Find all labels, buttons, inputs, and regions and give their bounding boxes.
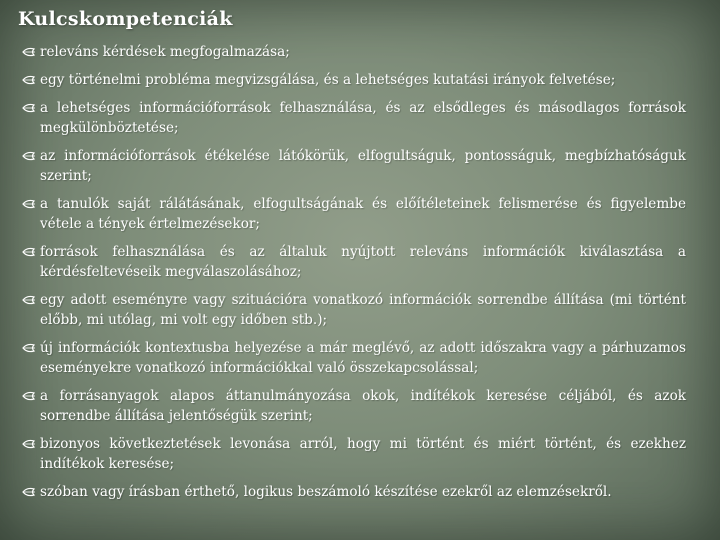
- list-item-text: releváns kérdések megfogalmazása;: [40, 44, 290, 60]
- list-item: [22, 338, 686, 378]
- leaf-bullet-icon: [22, 199, 37, 209]
- list-item: [22, 242, 686, 282]
- list-item: [22, 386, 686, 426]
- leaf-bullet-icon: [22, 487, 37, 497]
- list-item: [22, 42, 686, 62]
- list-item-text: egy történelmi probléma megvizsgálása, és a lehetséges kutatási irányok felvetése;: [40, 72, 616, 88]
- list-item-text: új információk kontextusba helyezése a már meglévő, az adott időszakra vagy a párhuzamos eseményekre vonatkozó információkkal való összekapcsolással;: [40, 340, 686, 376]
- leaf-bullet-icon: [22, 47, 37, 57]
- list-item-text: egy adott eseményre vagy szituációra vonatkozó információk sorrendbe állítása (mi történt előbb, mi utólag, mi volt egy időben stb.);: [40, 292, 686, 328]
- leaf-bullet-icon: [22, 75, 37, 85]
- list-item: [22, 194, 686, 234]
- list-item: [22, 482, 686, 502]
- competency-list: [22, 42, 686, 510]
- list-item-text: a tanulók saját rálátásának, elfogultságának és előítéleteinek felismerése és figyelembe vétele a tények értelmezésekor;: [40, 196, 686, 232]
- list-item-text: az információforrások étékelése látókörük, elfogultságuk, pontosságuk, megbízhatóságuk szerint;: [40, 148, 686, 184]
- list-item: [22, 146, 686, 186]
- leaf-bullet-icon: [22, 391, 37, 401]
- leaf-bullet-icon: [22, 247, 37, 257]
- list-item-text: források felhasználása és az általuk nyújtott releváns információk kiválasztása a kérdésfeltevéseik megválaszolásához;: [40, 244, 686, 280]
- slide-title: Kulcskompetenciák: [18, 8, 233, 30]
- list-item: [22, 434, 686, 474]
- list-item: [22, 290, 686, 330]
- leaf-bullet-icon: [22, 103, 37, 113]
- list-item-text: bizonyos következtetések levonása arról, hogy mi történt és miért történt, és ezekhez indítékok keresése;: [40, 436, 686, 472]
- leaf-bullet-icon: [22, 343, 37, 353]
- leaf-bullet-icon: [22, 439, 37, 449]
- list-item: [22, 70, 686, 90]
- list-item-text: szóban vagy írásban érthető, logikus beszámoló készítése ezekről az elemzésekről.: [40, 484, 612, 500]
- list-item-text: a forrásanyagok alapos áttanulmányozása okok, indítékok keresése céljából, és azok sorrendbe állítása jelentőségük szerint;: [40, 388, 686, 424]
- leaf-bullet-icon: [22, 151, 37, 161]
- list-item: [22, 98, 686, 138]
- list-item-text: a lehetséges információforrások felhasználása, és az elsődleges és másodlagos források megkülönböztetése;: [40, 100, 686, 136]
- leaf-bullet-icon: [22, 295, 37, 305]
